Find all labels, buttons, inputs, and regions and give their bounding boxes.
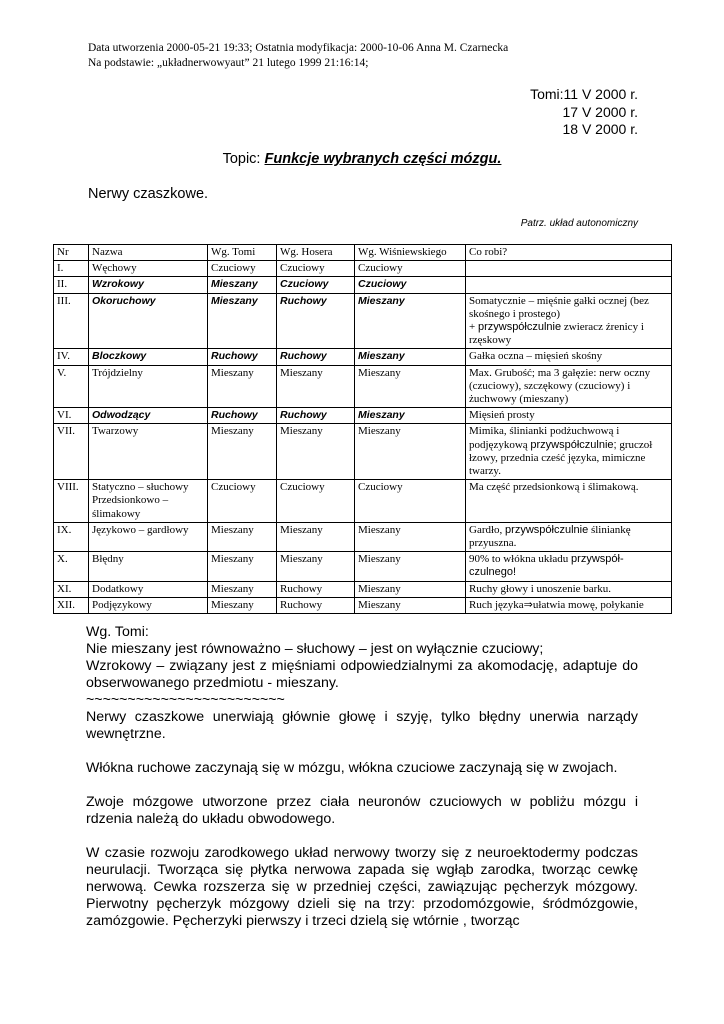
cell-tomi: Mieszany [208, 424, 277, 480]
table-row [54, 365, 672, 408]
header-tomi: Wg. Tomi [208, 245, 277, 261]
paragraph: Wzrokowy – związany jest z mięśniami odpowiedzialnymi za akomodację, adaptuje do obserwowanego przedmiotu - mieszany. [86, 658, 638, 691]
header-name: Nazwa [89, 245, 208, 261]
function-text-sans: przywspół-czulnego! [469, 553, 624, 579]
cell-tomi: Ruchowy [208, 349, 277, 365]
topic-title: Funkcje wybranych części mózgu. [264, 151, 502, 167]
cell-name: Węchowy [89, 261, 208, 277]
table-row [54, 408, 672, 424]
cell-name: Dodatkowy [89, 581, 208, 597]
cell-name: Trójdzielny [89, 365, 208, 408]
function-text-sans: przywspółczulnie [505, 523, 589, 536]
cell-wisniewski: Mieszany [355, 581, 466, 597]
table-row [54, 293, 672, 349]
cell-name: Statyczno – słuchowy Przedsionkowo – ślimakowy [89, 480, 208, 523]
cell-hoser: Ruchowy [277, 581, 355, 597]
lecture-date-3: 18 V 2000 r. [562, 121, 638, 137]
header-function: Co robi? [466, 245, 672, 261]
cell-function: Ma część przedsionkową i ślimakową. [466, 480, 672, 523]
tilde-divider: ~~~~~~~~~~~~~~~~~~~~~~~~ [86, 692, 285, 708]
cell-hoser: Mieszany [277, 365, 355, 408]
cell-name: Okoruchowy [89, 293, 208, 349]
cell-nr: XII. [54, 597, 89, 613]
lecture-date-1: Tomi:11 V 2000 r. [530, 86, 638, 102]
cell-name: Bloczkowy [89, 349, 208, 365]
cell-function [466, 424, 672, 480]
cell-name: Odwodzący [89, 408, 208, 424]
cell-tomi: Czuciowy [208, 480, 277, 523]
table-row [54, 480, 672, 523]
table-header-row [54, 245, 672, 261]
function-text: 90% to włókna układu [469, 553, 572, 566]
cell-hoser: Czuciowy [277, 277, 355, 293]
cell-function [466, 277, 672, 293]
topic-label: Topic: [222, 151, 265, 167]
cell-nr: IV. [54, 349, 89, 365]
header-nr: Nr [54, 245, 89, 261]
cell-nr: VII. [54, 424, 89, 480]
function-text: Mimika, ślinianki podżuchwową i podjęzykową [469, 425, 620, 451]
document-metadata [88, 41, 508, 71]
section-heading: Nerwy czaszkowe. [88, 186, 209, 202]
function-text-sans: przywspółczulnie; [530, 438, 617, 451]
cell-nr: IX. [54, 522, 89, 551]
lecture-date-2: 17 V 2000 r. [562, 103, 638, 120]
cell-tomi: Mieszany [208, 522, 277, 551]
cell-nr: III. [54, 293, 89, 349]
cross-reference-note: Patrz. układ autonomiczny [520, 218, 638, 229]
paragraph-wg-tomi: Wg. Tomi: [86, 624, 149, 640]
cell-nr: XI. [54, 581, 89, 597]
cell-function: Gałka oczna – mięsień skośny [466, 349, 672, 365]
function-text: Gardło, [469, 523, 506, 536]
cell-name: Podjęzykowy [89, 597, 208, 613]
cell-function: Ruch języka⇒ułatwia mowę, połykanie [466, 597, 672, 613]
table-row [54, 597, 672, 613]
cell-nr: VI. [54, 408, 89, 424]
cell-hoser: Mieszany [277, 424, 355, 480]
cell-hoser: Ruchowy [277, 597, 355, 613]
cell-tomi: Ruchowy [208, 408, 277, 424]
cell-tomi: Mieszany [208, 277, 277, 293]
cell-tomi: Mieszany [208, 597, 277, 613]
table-row [54, 581, 672, 597]
header-wisniewski: Wg. Wiśniewskiego [355, 245, 466, 261]
cell-function: Ruchy głowy i unoszenie barku. [466, 581, 672, 597]
cell-nr: II. [54, 277, 89, 293]
cell-wisniewski: Mieszany [355, 408, 466, 424]
cell-name: Błędny [89, 552, 208, 581]
cell-wisniewski: Mieszany [355, 365, 466, 408]
topic-line [0, 151, 724, 167]
cell-wisniewski: Czuciowy [355, 277, 466, 293]
function-text: śliniankę przyuszna. [469, 523, 631, 550]
cell-nr: I. [54, 261, 89, 277]
cell-tomi: Mieszany [208, 365, 277, 408]
cell-function [466, 293, 672, 349]
function-text: + [469, 321, 478, 334]
table-row [54, 277, 672, 293]
header-hoser: Wg. Hosera [277, 245, 355, 261]
table-row [54, 552, 672, 581]
paragraph: Nerwy czaszkowe unerwiają głównie głowę i szyję, tylko błędny unerwia narządy wewnętrzne. [86, 709, 638, 742]
cell-tomi: Mieszany [208, 293, 277, 349]
cell-name: Twarzowy [89, 424, 208, 480]
cell-hoser: Ruchowy [277, 408, 355, 424]
paragraph: Zwoje mózgowe utworzone przez ciała neuronów czuciowych w pobliżu mózgu i rdzenia należą do układu obwodowego. [86, 794, 638, 827]
cell-wisniewski: Mieszany [355, 349, 466, 365]
cell-wisniewski: Czuciowy [355, 261, 466, 277]
cell-nr: VIII. [54, 480, 89, 523]
cell-hoser: Ruchowy [277, 293, 355, 349]
cell-wisniewski: Czuciowy [355, 480, 466, 523]
cell-function [466, 552, 672, 581]
metadata-line-1: Data utworzenia 2000-05-21 19:33; Ostatnia modyfikacja: 2000-10-06 Anna M. Czarnecka [88, 42, 509, 54]
lecture-dates [530, 86, 638, 139]
cell-wisniewski: Mieszany [355, 293, 466, 349]
function-text: gruczoł łzowy, przednia cześć języka, mimiczne twarzy. [469, 438, 653, 478]
table-row [54, 349, 672, 365]
cell-wisniewski: Mieszany [355, 522, 466, 551]
cell-function [466, 522, 672, 551]
cell-tomi: Czuciowy [208, 261, 277, 277]
function-text: zwieracz źrenicy i rzęskowy [469, 321, 644, 347]
cell-nr: X. [54, 552, 89, 581]
paragraph: W czasie rozwoju zarodkowego układ nerwowy tworzy się z neuroektodermy podczas neurulacji. Tworząca się płytka nerwowa zapada się wgłąb zarodka, tworząc cewkę nerwową. Cewka rozszerza się w przedniej części, zawiązując pęcherzyk mózgowy. Pierwotny pęcherzyk mózgowy dzieli się na trzy: przodomózgowie, śródmózgowie, zamózgowie. Pęcherzyki pierwszy i trzeci dzielą się wtórnie , tworząc [86, 845, 638, 929]
metadata-line-2: Na podstawie: „układnerwowyaut” 21 lutego 1999 21:16:14; [88, 57, 369, 69]
body-text [86, 624, 638, 930]
cell-hoser: Mieszany [277, 552, 355, 581]
table-row [54, 424, 672, 480]
cell-hoser: Czuciowy [277, 261, 355, 277]
paragraph: Nie mieszany jest równoważno – słuchowy – jest on wyłącznie czuciowy; [86, 641, 544, 657]
cell-nr: V. [54, 365, 89, 408]
cell-name: Językowo – gardłowy [89, 522, 208, 551]
table-row [54, 261, 672, 277]
paragraph: Włókna ruchowe zaczynają się w mózgu, włókna czuciowe zaczynają się w zwojach. [86, 760, 618, 776]
cell-hoser: Czuciowy [277, 480, 355, 523]
table-row [54, 522, 672, 551]
cranial-nerves-table [53, 244, 672, 614]
function-text-sans: przywspółczulnie [477, 321, 562, 334]
cell-function: Max. Grubość; ma 3 gałęzie: nerw oczny (czuciowy), szczękowy (czuciowy) i żuchwowy (mieszany) [466, 365, 672, 408]
cell-tomi: Mieszany [208, 552, 277, 581]
cell-wisniewski: Mieszany [355, 424, 466, 480]
cell-name: Wzrokowy [89, 277, 208, 293]
cell-tomi: Mieszany [208, 581, 277, 597]
cell-function [466, 261, 672, 277]
function-text: Somatycznie – mięśnie gałki ocznej (bez skośnego i prostego) [469, 294, 649, 320]
cell-hoser: Mieszany [277, 522, 355, 551]
cell-function: Mięsień prosty [466, 408, 672, 424]
cell-hoser: Ruchowy [277, 349, 355, 365]
cell-wisniewski: Mieszany [355, 552, 466, 581]
cell-wisniewski: Mieszany [355, 597, 466, 613]
